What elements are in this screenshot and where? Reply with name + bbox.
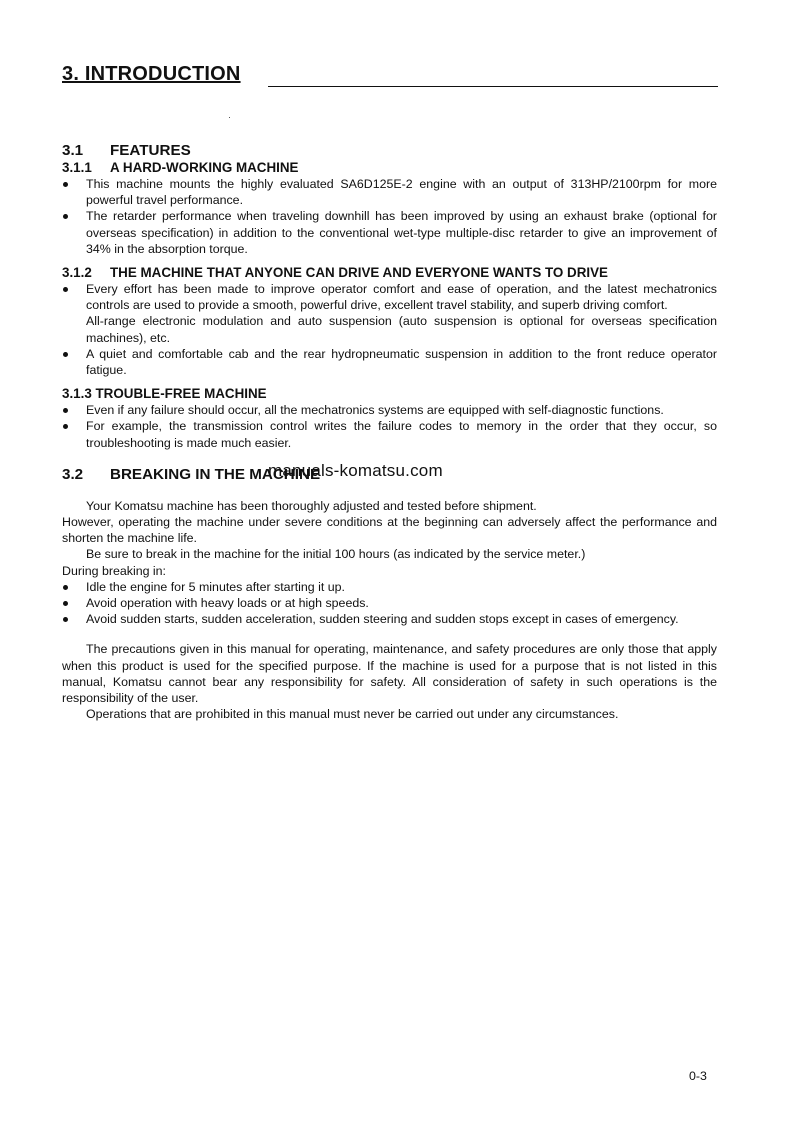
paragraph: The precautions given in this manual for operating, maintenance, and safety procedures are only those that apply when this product is used for the specified purpose. If the machine is used for a purpose that is not listed in this manual, Komatsu cannot bear any responsibility for safety. All consideration of safety in such operations is the responsibility of the user. <box>62 642 717 706</box>
list-item: Every effort has been made to improve operator comfort and ease of operation, and the latest mechatronics controls are used to provide a smooth, powerful drive, excellent travel stability, and superb driving comfort. <box>62 281 717 313</box>
list-item: The retarder performance when traveling downhill has been improved by using an exhaust brake (optional for overseas specification) in addition to the conventional wet-type multiple-disc retarder to give an improvement of 34% in the absorption torque. <box>62 208 717 257</box>
section-3-1-2-title: THE MACHINE THAT ANYONE CAN DRIVE AND EVERYONE WANTS TO DRIVE <box>110 265 608 281</box>
list-item: Idle the engine for 5 minutes after starting it up. <box>62 579 717 595</box>
paragraph: Operations that are prohibited in this manual must never be carried out under any circumstances. <box>86 707 619 722</box>
section-3-1-title: FEATURES <box>110 142 191 159</box>
section-3-1-2-number: 3.1.2 <box>62 265 92 281</box>
bullet-continuation: All-range electronic modulation and auto suspension (auto suspension is optional for overseas specification machines), etc. <box>86 314 717 345</box>
section-3-1-2-list <box>62 281 717 313</box>
scan-speck <box>229 117 230 118</box>
section-3-1-1-list <box>62 176 717 257</box>
paragraph: Your Komatsu machine has been thoroughly adjusted and tested before shipment. <box>86 498 537 513</box>
section-3-2-number: 3.2 <box>62 465 84 483</box>
section-3-1-2-list-b <box>62 346 717 378</box>
paragraph: However, operating the machine under severe conditions at the beginning can adversely affect the performance and shorten the machine life. <box>62 515 717 546</box>
chapter-title: 3. INTRODUCTION <box>62 63 241 85</box>
section-3-1-3-heading: 3.1.3 TROUBLE-FREE MACHINE <box>62 386 267 402</box>
list-item: Avoid operation with heavy loads or at high speeds. <box>62 595 717 611</box>
list-item: Avoid sudden starts, sudden acceleration, sudden steering and sudden stops except in cases of emergency. <box>62 611 717 627</box>
section-3-1-3-list <box>62 402 717 451</box>
main-content <box>62 141 717 722</box>
section-3-1-2-heading <box>62 265 717 281</box>
list-item: This machine mounts the highly evaluated SA6D125E-2 engine with an output of 313HP/2100rpm for more powerful travel performance. <box>62 176 717 208</box>
list-item: For example, the transmission control writes the failure codes to memory in the order that they occur, so troubleshooting is made much easier. <box>62 418 717 450</box>
title-rule <box>268 86 718 87</box>
list-item: Even if any failure should occur, all the mechatronics systems are equipped with self-diagnostic functions. <box>62 402 717 418</box>
breaking-in-list <box>62 579 717 628</box>
section-3-1-1-title: A HARD-WORKING MACHINE <box>110 160 299 175</box>
section-3-1-1-number: 3.1.1 <box>62 160 92 175</box>
section-3-1-1-heading <box>62 160 717 176</box>
section-3-2-title: BREAKING IN THE MACHINE <box>110 465 321 483</box>
section-3-1-heading <box>62 141 717 160</box>
section-3-1-number: 3.1 <box>62 142 84 159</box>
paragraph: During breaking in: <box>62 563 167 578</box>
paragraph: Be sure to break in the machine for the initial 100 hours (as indicated by the service meter.) <box>86 547 586 562</box>
watermark: manuals-komatsu.com <box>268 461 443 480</box>
page-number: 0-3 <box>689 1069 707 1083</box>
list-item: A quiet and comfortable cab and the rear hydropneumatic suspension in addition to the front reduce operator fatigue. <box>62 346 717 378</box>
